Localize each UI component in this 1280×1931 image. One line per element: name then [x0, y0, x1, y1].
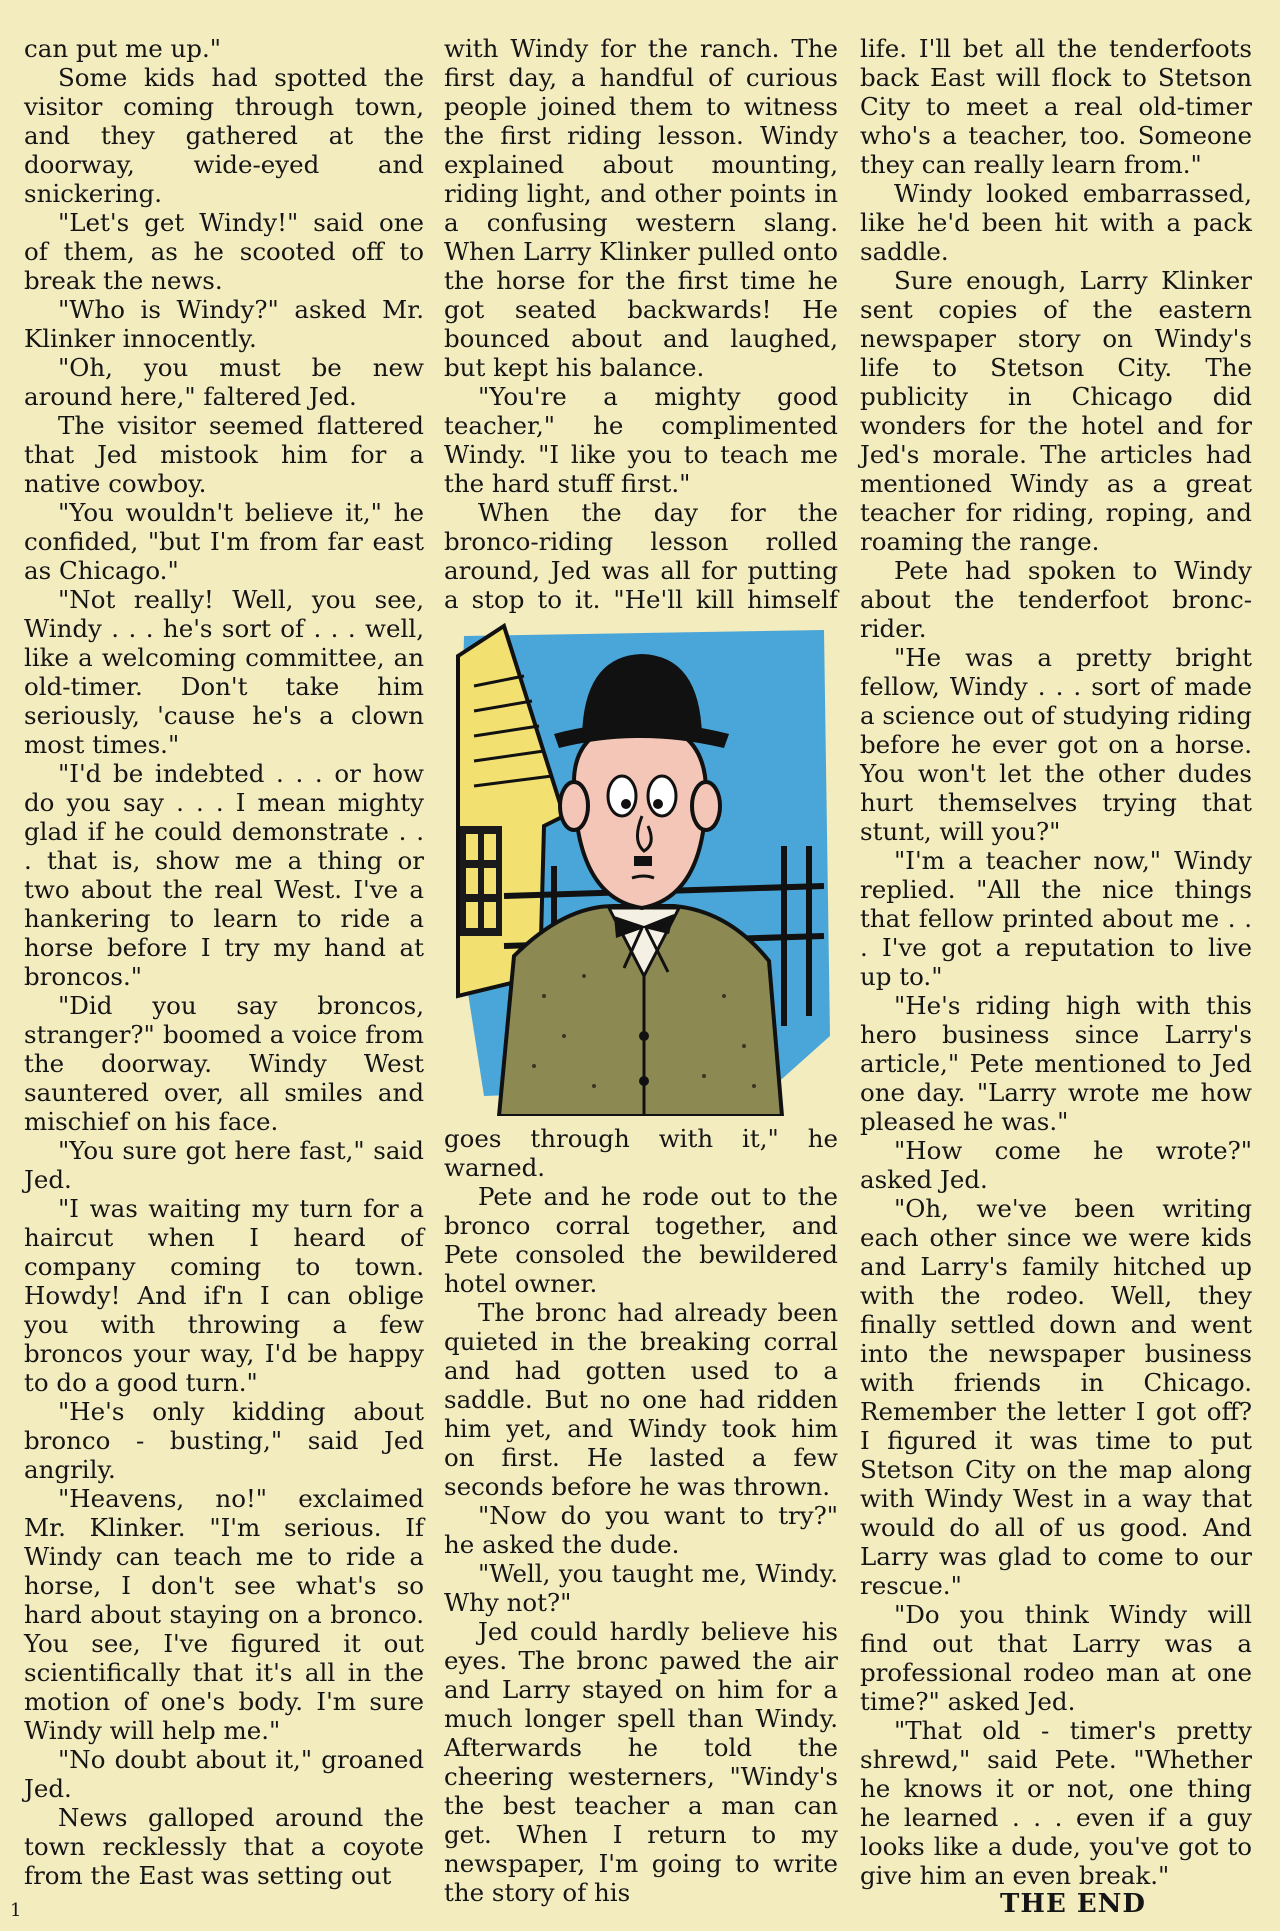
paragraph: Pete had spoken to Windy about the tenderfoot bronc-rider. — [860, 556, 1252, 643]
paragraph: "Oh, you must be new around here," faltered Jed. — [24, 353, 424, 411]
the-end-label: THE END — [1000, 1889, 1146, 1919]
paragraph: "You're a mighty good teacher," he complimented Windy. "I like you to teach me the hard stuff first." — [444, 382, 838, 498]
paragraph: "Not really! Well, you see, Windy . . . he's sort of . . . well, like a welcoming committee, an old-timer. Don't take him seriously, 'cause he's a clown most times." — [24, 585, 424, 759]
paragraph: "Oh, we've been writing each other since we were kids and Larry's family hitched up with the rodeo. Well, they finally settled down and went into the newspaper business with friends in Chicago. Remember the letter I got off? I figured it was time to put Stetson City on the map along with Windy West in a way that would do all of us good. And Larry was glad to come to our rescue." — [860, 1194, 1252, 1600]
paragraph: Sure enough, Larry Klinker sent copies of the eastern newspaper story on Windy's life to Stetson City. The publicity in Chicago did wonders for the hotel and for Jed's morale. The articles had mentioned Windy as a great teacher for riding, roping, and roaming the range. — [860, 266, 1252, 556]
paragraph: "I was waiting my turn for a haircut when I heard of company coming to town. Howdy! And if'n I can oblige you with throwing a few broncos your way, I'd be happy to do a good turn." — [24, 1194, 424, 1397]
paragraph: "You wouldn't believe it," he confided, "but I'm from far east as Chicago." — [24, 498, 424, 585]
paragraph: can put me up." — [24, 34, 222, 63]
paragraph: "Let's get Windy!" said one of them, as he scooted off to break the news. — [24, 208, 424, 295]
corner-mark: 1 — [10, 1900, 22, 1921]
dude-portrait-illustration — [444, 616, 838, 1116]
paragraph: Windy looked embarrassed, like he'd been hit with a pack saddle. — [860, 179, 1252, 266]
paragraph: "No doubt about it," groaned Jed. — [24, 1745, 424, 1803]
paragraph: "Now do you want to try?" he asked the dude. — [444, 1501, 838, 1559]
paragraph: "He's riding high with this hero business since Larry's article," Pete mentioned to Jed one day. "Larry wrote me how pleased he was." — [860, 991, 1252, 1136]
paragraph: "That old - timer's pretty shrewd," said Pete. "Whether he knows it or not, one thing he learned . . . even if a guy looks like a dude, you've got to give him an even break." — [860, 1716, 1252, 1890]
paragraph: Some kids had spotted the visitor coming through town, and they gathered at the doorway, wide-eyed and snickering. — [24, 63, 424, 208]
paragraph: "He's only kidding about bronco - busting," said Jed angrily. — [24, 1397, 424, 1484]
paragraph: "He was a pretty bright fellow, Windy . . . sort of made a science out of studying riding before he ever got on a horse. You won't let the other dudes hurt themselves trying that stunt, will you?" — [860, 643, 1252, 846]
text-column-2-bottom — [444, 1124, 838, 1907]
paragraph: "How come he wrote?" asked Jed. — [860, 1136, 1252, 1194]
paragraph: "You sure got here fast," said Jed. — [24, 1136, 424, 1194]
paragraph: When the day for the bronco-riding lesson rolled around, Jed was all for putting a stop to it. "He'll kill himself — [444, 498, 838, 614]
paragraph: Pete and he rode out to the bronco corral together, and Pete consoled the bewildered hotel owner. — [444, 1182, 838, 1298]
paragraph: life. I'll bet all the tenderfoots back East will flock to Stetson City to meet a real old-timer who's a teacher, too. Someone they can really learn from." — [860, 34, 1252, 179]
paragraph: "Do you think Windy will find out that Larry was a professional rodeo man at one time?" asked Jed. — [860, 1600, 1252, 1716]
paragraph: "I'd be indebted . . . or how do you say . . . I mean mighty glad if he could demonstrate . . . that is, show me a thing or two about the real West. I've a hankering to learn to ride a horse before I try my hand at broncos." — [24, 759, 424, 991]
paragraph: "Did you say broncos, stranger?" boomed a voice from the doorway. Windy West sauntered over, all smiles and mischief on his face. — [24, 991, 424, 1136]
paragraph: goes through with it," he warned. — [444, 1124, 838, 1182]
paragraph: Jed could hardly believe his eyes. The bronc pawed the air and Larry stayed on him for a much longer spell than Windy. Afterwards he told the cheering westerners, "Windy's the best teacher a man can get. When I return to my newspaper, I'm going to write the story of his — [444, 1617, 838, 1907]
paragraph: "Who is Windy?" asked Mr. Klinker innocently. — [24, 295, 424, 353]
text-column-3 — [860, 34, 1252, 1919]
paragraph: News galloped around the town recklessly that a coyote from the East was setting out — [24, 1803, 424, 1890]
paragraph: The bronc had already been quieted in the breaking corral and had gotten used to a saddle. But no one had ridden him yet, and Windy took him on first. He lasted a few seconds before he was thrown. — [444, 1298, 838, 1501]
text-column-1 — [24, 34, 424, 1914]
paragraph: with Windy for the ranch. The first day, a handful of curious people joined them to witness the first riding lesson. Windy explained about mounting, riding light, and other points in a confusing western slang. When Larry Klinker pulled onto the horse for the first time he got seated backwards! He bounced about and laughed, but kept his balance. — [444, 34, 838, 382]
paragraph: "I'm a teacher now," Windy replied. "All the nice things that fellow printed about me . . . I've got a reputation to live up to." — [860, 846, 1252, 991]
paragraph: "Well, you taught me, Windy. Why not?" — [444, 1559, 838, 1617]
paragraph: The visitor seemed flattered that Jed mistook him for a native cowboy. — [24, 411, 424, 498]
paragraph: "Heavens, no!" exclaimed Mr. Klinker. "I'm serious. If Windy can teach me to ride a horse, I don't see what's so hard about staying on a bronco. You see, I've figured it out scientifically that it's all in the motion of one's body. I'm sure Windy will help me." — [24, 1484, 424, 1745]
text-column-2-top — [444, 34, 838, 614]
